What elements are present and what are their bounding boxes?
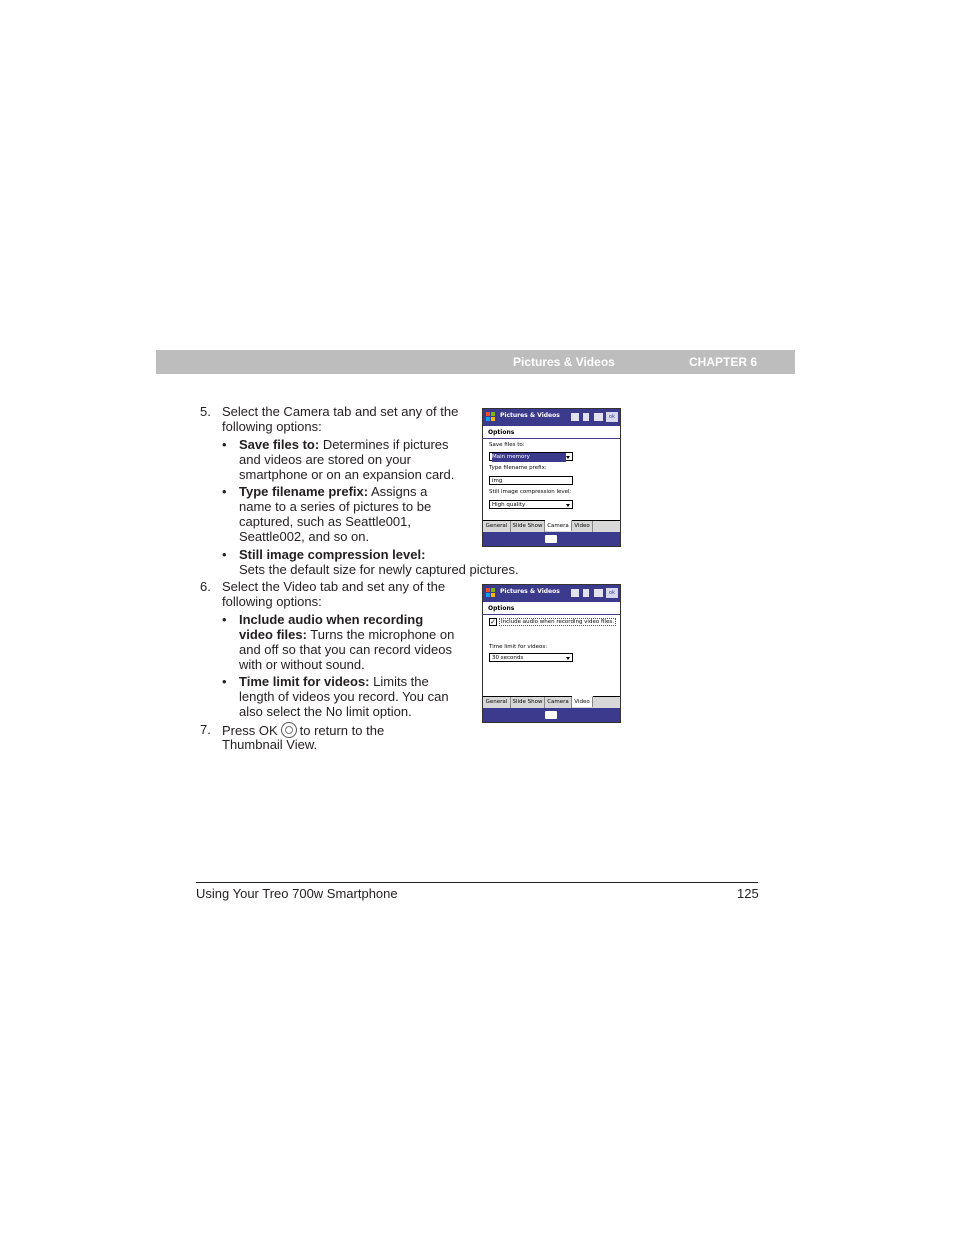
bullet-dot: • <box>222 547 227 562</box>
keyboard-icon[interactable] <box>545 711 557 719</box>
step-text-line: following options: <box>222 419 322 434</box>
bullet-line: captured, such as Seattle001, <box>239 514 412 529</box>
step-number: 7. <box>200 722 211 737</box>
title-bar <box>483 585 620 602</box>
footer-book-title: Using Your Treo 700w Smartphone <box>196 886 398 901</box>
step-text: Press OK <box>222 723 278 738</box>
bullet-desc: Determines if pictures <box>319 437 449 452</box>
signal-icon <box>583 589 589 597</box>
tab-slide-show[interactable]: Slide Show <box>511 697 545 708</box>
save-files-dropdown[interactable] <box>489 452 573 461</box>
bullet-term: Still image compression level: <box>239 547 426 562</box>
prefix-label: Type filename prefix: <box>489 465 547 471</box>
chapter-label: CHAPTER 6 <box>689 355 758 369</box>
time-limit-dropdown[interactable] <box>489 653 573 662</box>
bullet-dot: • <box>222 612 227 627</box>
bullet-line: with or without sound. <box>239 657 365 672</box>
bullet-line: and off so that you can record videos <box>239 642 452 657</box>
ok-key-icon <box>281 722 297 738</box>
save-files-label: Save files to: <box>489 442 525 448</box>
dropdown-value: Main memory <box>492 453 566 462</box>
chapter-header-bar <box>156 350 795 374</box>
bullet-term: video files: <box>239 627 307 642</box>
bullet-term: Include audio when recording <box>239 612 424 627</box>
app-title: Pictures & Videos <box>500 412 560 419</box>
dropdown-arrow-icon <box>566 456 570 459</box>
divider <box>483 614 620 615</box>
step-text-line: Select the Video tab and set any of the <box>222 579 446 594</box>
bullet-line: and videos are stored on your <box>239 452 411 467</box>
ok-button[interactable]: ok <box>606 588 618 598</box>
divider <box>483 438 620 439</box>
step-text: to return to the <box>299 723 385 738</box>
dropdown-value: High quality <box>492 502 526 508</box>
keyboard-icon[interactable] <box>545 535 557 543</box>
bullet-dot: • <box>222 484 227 499</box>
tab-video[interactable]: Video <box>572 696 593 707</box>
bullet-line: also select the No limit option. <box>239 704 412 719</box>
step-text-line: Thumbnail View. <box>222 737 318 752</box>
bullet-desc: Limits the <box>369 674 429 689</box>
include-audio-label: Include audio when recording video files. <box>501 619 614 625</box>
battery-icon <box>594 589 603 597</box>
bullet-desc: Turns the microphone on <box>306 627 455 642</box>
menu-bar <box>483 708 620 722</box>
bullet-line <box>239 612 423 627</box>
bullet-line <box>239 437 449 452</box>
tab-strip <box>483 520 620 532</box>
compression-label: Still image compression level: <box>489 489 572 495</box>
bullet-line <box>239 627 454 642</box>
ev-icon <box>571 589 579 597</box>
video-options-screenshot <box>482 584 621 723</box>
dropdown-value: 30 seconds <box>492 655 524 661</box>
bullet-line: length of videos you record. You can <box>239 689 449 704</box>
step-text-line: Select the Camera tab and set any of the <box>222 404 459 419</box>
footer-rule <box>196 882 758 883</box>
step-text-line <box>222 722 384 738</box>
page-number: 125 <box>737 886 759 901</box>
tab-video[interactable]: Video <box>572 521 593 532</box>
bullet-term: Save files to: <box>239 437 320 452</box>
step-number: 6. <box>200 579 211 594</box>
bullet-line <box>239 547 425 562</box>
ok-button[interactable]: ok <box>606 412 618 422</box>
dropdown-arrow-icon <box>566 657 570 660</box>
options-heading: Options <box>488 429 515 436</box>
step-text-line: following options: <box>222 594 322 609</box>
time-limit-label: Time limit for videos: <box>489 644 548 650</box>
bullet-dot: • <box>222 437 227 452</box>
compression-dropdown[interactable] <box>489 500 573 509</box>
tab-general[interactable]: General <box>483 697 511 708</box>
menu-bar <box>483 532 620 546</box>
step-number: 5. <box>200 404 211 419</box>
bullet-line <box>239 674 429 689</box>
tab-camera[interactable]: Camera <box>545 697 572 708</box>
camera-options-screenshot <box>482 408 621 547</box>
tab-camera[interactable]: Camera <box>545 520 572 531</box>
options-heading: Options <box>488 605 515 612</box>
bullet-line: name to a series of pictures to be <box>239 499 432 514</box>
bullet-line: Seattle002, and so on. <box>239 529 370 544</box>
bullet-term: Type filename prefix: <box>239 484 369 499</box>
windows-start-icon <box>486 588 496 598</box>
bullet-line: Sets the default size for newly captured pictures. <box>239 562 519 577</box>
dropdown-arrow-icon <box>566 504 570 507</box>
bullet-term: Time limit for videos: <box>239 674 370 689</box>
app-title: Pictures & Videos <box>500 588 560 595</box>
section-title: Pictures & Videos <box>513 355 615 369</box>
tab-strip <box>483 696 620 708</box>
ev-icon <box>571 413 579 421</box>
battery-icon <box>594 413 603 421</box>
bullet-line: smartphone or on an expansion card. <box>239 467 455 482</box>
bullet-line <box>239 484 427 499</box>
bullet-desc: Assigns a <box>368 484 428 499</box>
windows-start-icon <box>486 412 496 422</box>
tab-slide-show[interactable]: Slide Show <box>511 521 545 532</box>
tab-general[interactable]: General <box>483 521 511 532</box>
signal-icon <box>583 413 589 421</box>
bullet-dot: • <box>222 674 227 689</box>
prefix-input[interactable]: img <box>489 476 573 485</box>
include-audio-checkbox[interactable]: ✓ <box>490 618 496 626</box>
title-bar <box>483 409 620 426</box>
